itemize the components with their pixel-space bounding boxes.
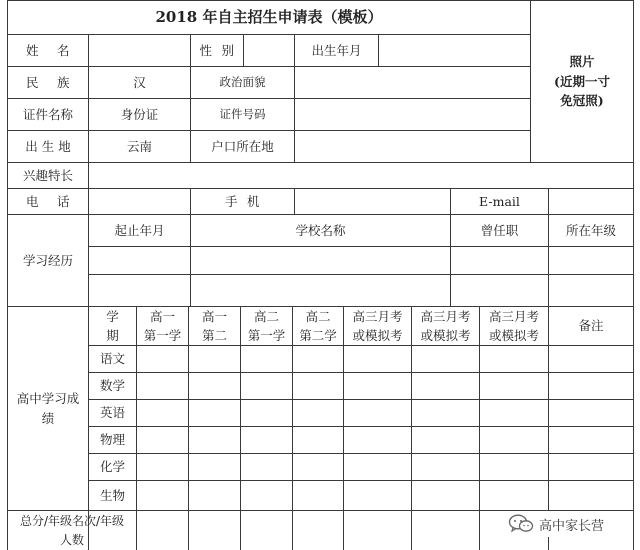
grade-col-header: 高二 第二学 [299, 308, 337, 343]
grade-col-header: 高三月考 或模拟考 [352, 308, 403, 343]
birthplace-label: 出 生 地 [25, 138, 71, 154]
email-field[interactable] [549, 189, 633, 214]
subject-label-chinese: 语文 [99, 351, 125, 367]
study-header-position: 曾任职 [480, 222, 519, 238]
term-header: 学 期 [106, 308, 119, 343]
grade-col-header: 高三月考 或模拟考 [488, 308, 539, 343]
subject-label-physics: 物理 [99, 432, 125, 448]
study-header-period: 起止年月 [114, 222, 165, 238]
id-type-label: 证件名称 [22, 106, 73, 122]
wechat-icon [508, 514, 534, 534]
watermark-text: 高中家长营 [539, 518, 605, 534]
id-number-label: 证件号码 [219, 106, 266, 121]
household-label: 户口所在地 [211, 138, 274, 154]
grades-section-label: 高中学习成 绩 [16, 391, 80, 426]
hobby-label: 兴趣特长 [22, 167, 73, 183]
birthplace-value[interactable]: 云南 [126, 138, 152, 154]
subject-label-english: 英语 [99, 405, 125, 421]
remark-header: 备注 [578, 318, 604, 334]
form-title: 2018 年自主招生申请表（模板） [155, 7, 383, 26]
ethnicity-value[interactable]: 汉 [133, 74, 146, 90]
subject-label-biology: 生物 [99, 487, 125, 503]
hobby-field[interactable] [89, 163, 633, 188]
ethnicity-label: 民 族 [26, 74, 70, 90]
study-history-label: 学习经历 [22, 252, 73, 268]
subject-label-chemistry: 化学 [99, 459, 125, 475]
gender-label: 性 别 [199, 42, 235, 58]
grade-col-header: 高三月考 或模拟考 [420, 308, 471, 343]
watermark [504, 511, 608, 537]
name-field[interactable] [89, 35, 190, 66]
id-type-value[interactable]: 身份证 [120, 106, 159, 122]
email-label: E-mail [479, 193, 520, 209]
total-rank-label: 总分/年级名次/年级 人数 [19, 513, 125, 547]
id-number-field[interactable] [295, 99, 530, 130]
birth-date-field[interactable] [379, 35, 530, 66]
political-status-label: 政治面貌 [219, 74, 266, 89]
grade-col-header: 高一 第二 [201, 308, 227, 343]
study-header-grade: 所在年级 [565, 222, 616, 238]
household-field[interactable] [295, 131, 530, 162]
phone-label: 电 话 [26, 193, 70, 209]
gender-field[interactable] [244, 35, 294, 66]
subject-label-math: 数学 [99, 378, 125, 394]
mobile-label: 手 机 [225, 193, 260, 209]
birth-date-label: 出生年月 [311, 42, 362, 58]
name-label: 姓 名 [26, 42, 70, 58]
grade-col-header: 高二 第一学 [247, 308, 286, 343]
study-header-school: 学校名称 [295, 222, 346, 238]
mobile-field[interactable] [295, 189, 450, 214]
political-status-field[interactable] [295, 67, 530, 98]
phone-field[interactable] [89, 189, 190, 214]
photo-placeholder: 照片 (近期一寸 免冠照) [554, 54, 610, 109]
grade-col-header: 高一 第一学 [143, 308, 182, 343]
